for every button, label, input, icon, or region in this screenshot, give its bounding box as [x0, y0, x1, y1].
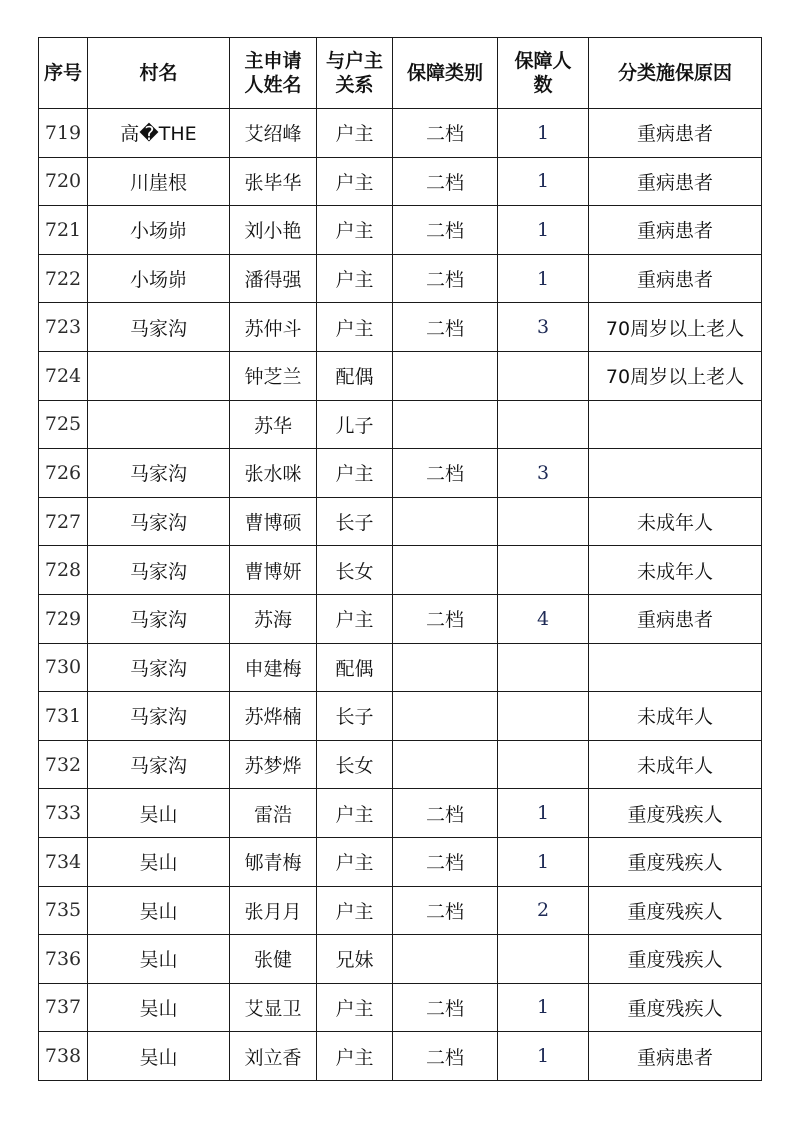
cell-relation: 户主 — [317, 206, 393, 255]
header-village: 村名 — [88, 38, 230, 109]
cell-count: 1 — [498, 206, 589, 255]
cell-count: 1 — [498, 157, 589, 206]
cell-reason: 70周岁以上老人 — [589, 351, 762, 400]
cell-village: 马家沟 — [88, 692, 230, 741]
cell-village: 马家沟 — [88, 546, 230, 595]
cell-relation: 户主 — [317, 886, 393, 935]
header-count: 保障人 数 — [498, 38, 589, 109]
table-row — [39, 206, 762, 255]
cell-count: 3 — [498, 303, 589, 352]
cell-applicant-name: 苏烨楠 — [230, 692, 317, 741]
cell-category: 二档 — [393, 206, 498, 255]
cell-count — [498, 351, 589, 400]
header-reason: 分类施保原因 — [589, 38, 762, 109]
cell-count — [498, 643, 589, 692]
cell-relation: 长女 — [317, 740, 393, 789]
cell-applicant-name: 钟芝兰 — [230, 351, 317, 400]
cell-applicant-name: 苏海 — [230, 594, 317, 643]
cell-relation: 长子 — [317, 497, 393, 546]
cell-applicant-name: 刘立香 — [230, 1032, 317, 1081]
table-row — [39, 643, 762, 692]
cell-category: 二档 — [393, 594, 498, 643]
cell-index: 726 — [39, 449, 88, 498]
cell-village: 川崖根 — [88, 157, 230, 206]
cell-relation: 户主 — [317, 983, 393, 1032]
cell-relation: 配偶 — [317, 643, 393, 692]
cell-reason: 未成年人 — [589, 497, 762, 546]
cell-category: 二档 — [393, 983, 498, 1032]
cell-applicant-name: 雷浩 — [230, 789, 317, 838]
cell-relation: 户主 — [317, 449, 393, 498]
cell-category — [393, 643, 498, 692]
cell-relation: 户主 — [317, 303, 393, 352]
table-row — [39, 935, 762, 984]
cell-reason — [589, 449, 762, 498]
cell-relation: 户主 — [317, 837, 393, 886]
cell-count: 1 — [498, 789, 589, 838]
cell-relation: 户主 — [317, 254, 393, 303]
cell-relation: 户主 — [317, 157, 393, 206]
cell-index: 738 — [39, 1032, 88, 1081]
table-row — [39, 109, 762, 158]
cell-village: 吴山 — [88, 1032, 230, 1081]
cell-index: 737 — [39, 983, 88, 1032]
cell-village: 马家沟 — [88, 497, 230, 546]
cell-reason: 未成年人 — [589, 546, 762, 595]
table-row — [39, 497, 762, 546]
cell-category: 二档 — [393, 157, 498, 206]
cell-reason: 未成年人 — [589, 692, 762, 741]
cell-index: 724 — [39, 351, 88, 400]
cell-count — [498, 497, 589, 546]
cell-count — [498, 935, 589, 984]
table-row — [39, 546, 762, 595]
cell-count: 1 — [498, 254, 589, 303]
cell-relation: 儿子 — [317, 400, 393, 449]
cell-count: 1 — [498, 837, 589, 886]
cell-applicant-name: 潘得强 — [230, 254, 317, 303]
cell-category: 二档 — [393, 1032, 498, 1081]
table-row — [39, 449, 762, 498]
cell-index: 733 — [39, 789, 88, 838]
cell-reason: 重病患者 — [589, 1032, 762, 1081]
cell-index: 727 — [39, 497, 88, 546]
cell-village — [88, 351, 230, 400]
cell-reason: 重度残疾人 — [589, 789, 762, 838]
cell-category: 二档 — [393, 837, 498, 886]
cell-count — [498, 400, 589, 449]
cell-index: 734 — [39, 837, 88, 886]
cell-category: 二档 — [393, 303, 498, 352]
table-row — [39, 1032, 762, 1081]
table-row — [39, 740, 762, 789]
header-row — [39, 38, 762, 109]
cell-reason — [589, 643, 762, 692]
cell-applicant-name: 苏梦烨 — [230, 740, 317, 789]
cell-category — [393, 497, 498, 546]
cell-index: 723 — [39, 303, 88, 352]
cell-category — [393, 935, 498, 984]
cell-village: 高�THE — [88, 109, 230, 158]
cell-applicant-name: 曹博妍 — [230, 546, 317, 595]
cell-reason: 重病患者 — [589, 594, 762, 643]
cell-category: 二档 — [393, 886, 498, 935]
cell-count: 1 — [498, 1032, 589, 1081]
cell-applicant-name: 苏华 — [230, 400, 317, 449]
cell-count: 1 — [498, 109, 589, 158]
cell-index: 730 — [39, 643, 88, 692]
cell-village: 马家沟 — [88, 594, 230, 643]
cell-village: 马家沟 — [88, 449, 230, 498]
table-row — [39, 692, 762, 741]
cell-index: 725 — [39, 400, 88, 449]
cell-relation: 配偶 — [317, 351, 393, 400]
cell-applicant-name: 艾显卫 — [230, 983, 317, 1032]
cell-applicant-name: 艾绍峰 — [230, 109, 317, 158]
cell-relation: 户主 — [317, 594, 393, 643]
cell-relation: 兄妹 — [317, 935, 393, 984]
cell-index: 728 — [39, 546, 88, 595]
table-row — [39, 789, 762, 838]
cell-reason: 重度残疾人 — [589, 837, 762, 886]
cell-village: 小场峁 — [88, 206, 230, 255]
cell-category — [393, 740, 498, 789]
cell-relation: 长子 — [317, 692, 393, 741]
cell-index: 721 — [39, 206, 88, 255]
cell-index: 731 — [39, 692, 88, 741]
cell-count — [498, 740, 589, 789]
table-row — [39, 886, 762, 935]
cell-index: 729 — [39, 594, 88, 643]
header-index: 序号 — [39, 38, 88, 109]
table-header — [39, 38, 762, 109]
cell-relation: 户主 — [317, 789, 393, 838]
table-row — [39, 303, 762, 352]
table-row — [39, 837, 762, 886]
cell-index: 735 — [39, 886, 88, 935]
cell-category: 二档 — [393, 449, 498, 498]
header-category: 保障类别 — [393, 38, 498, 109]
table-row — [39, 983, 762, 1032]
table-row — [39, 351, 762, 400]
cell-applicant-name: 张健 — [230, 935, 317, 984]
cell-relation: 户主 — [317, 109, 393, 158]
cell-applicant-name: 郇青梅 — [230, 837, 317, 886]
cell-applicant-name: 张月月 — [230, 886, 317, 935]
cell-count — [498, 692, 589, 741]
assistance-roster-table — [38, 37, 762, 1081]
cell-index: 720 — [39, 157, 88, 206]
cell-applicant-name: 申建梅 — [230, 643, 317, 692]
cell-index: 719 — [39, 109, 88, 158]
cell-village: 小场峁 — [88, 254, 230, 303]
header-relation: 与户主 关系 — [317, 38, 393, 109]
cell-applicant-name: 苏仲斗 — [230, 303, 317, 352]
table-row — [39, 254, 762, 303]
cell-index: 736 — [39, 935, 88, 984]
cell-village: 马家沟 — [88, 643, 230, 692]
cell-applicant-name: 张水咪 — [230, 449, 317, 498]
cell-applicant-name: 张毕华 — [230, 157, 317, 206]
cell-count: 4 — [498, 594, 589, 643]
cell-village: 马家沟 — [88, 303, 230, 352]
cell-reason: 70周岁以上老人 — [589, 303, 762, 352]
cell-category — [393, 400, 498, 449]
cell-village: 吴山 — [88, 789, 230, 838]
cell-village — [88, 400, 230, 449]
cell-reason: 重病患者 — [589, 157, 762, 206]
cell-village: 吴山 — [88, 983, 230, 1032]
cell-category — [393, 546, 498, 595]
cell-count: 2 — [498, 886, 589, 935]
cell-reason: 重病患者 — [589, 109, 762, 158]
table-row — [39, 400, 762, 449]
cell-reason: 重度残疾人 — [589, 983, 762, 1032]
cell-count: 3 — [498, 449, 589, 498]
cell-village: 吴山 — [88, 886, 230, 935]
cell-applicant-name: 曹博硕 — [230, 497, 317, 546]
table-body — [39, 109, 762, 1081]
cell-reason — [589, 400, 762, 449]
cell-category: 二档 — [393, 789, 498, 838]
cell-count: 1 — [498, 983, 589, 1032]
cell-relation: 长女 — [317, 546, 393, 595]
cell-reason: 重度残疾人 — [589, 886, 762, 935]
cell-relation: 户主 — [317, 1032, 393, 1081]
table-row — [39, 594, 762, 643]
cell-index: 732 — [39, 740, 88, 789]
header-applicant-name: 主申请 人姓名 — [230, 38, 317, 109]
cell-village: 吴山 — [88, 837, 230, 886]
cell-count — [498, 546, 589, 595]
cell-applicant-name: 刘小艳 — [230, 206, 317, 255]
cell-reason: 重病患者 — [589, 206, 762, 255]
cell-reason: 重度残疾人 — [589, 935, 762, 984]
cell-category: 二档 — [393, 254, 498, 303]
cell-category — [393, 692, 498, 741]
cell-village: 吴山 — [88, 935, 230, 984]
cell-index: 722 — [39, 254, 88, 303]
cell-reason: 未成年人 — [589, 740, 762, 789]
cell-category — [393, 351, 498, 400]
table-row — [39, 157, 762, 206]
cell-village: 马家沟 — [88, 740, 230, 789]
cell-category: 二档 — [393, 109, 498, 158]
cell-reason: 重病患者 — [589, 254, 762, 303]
